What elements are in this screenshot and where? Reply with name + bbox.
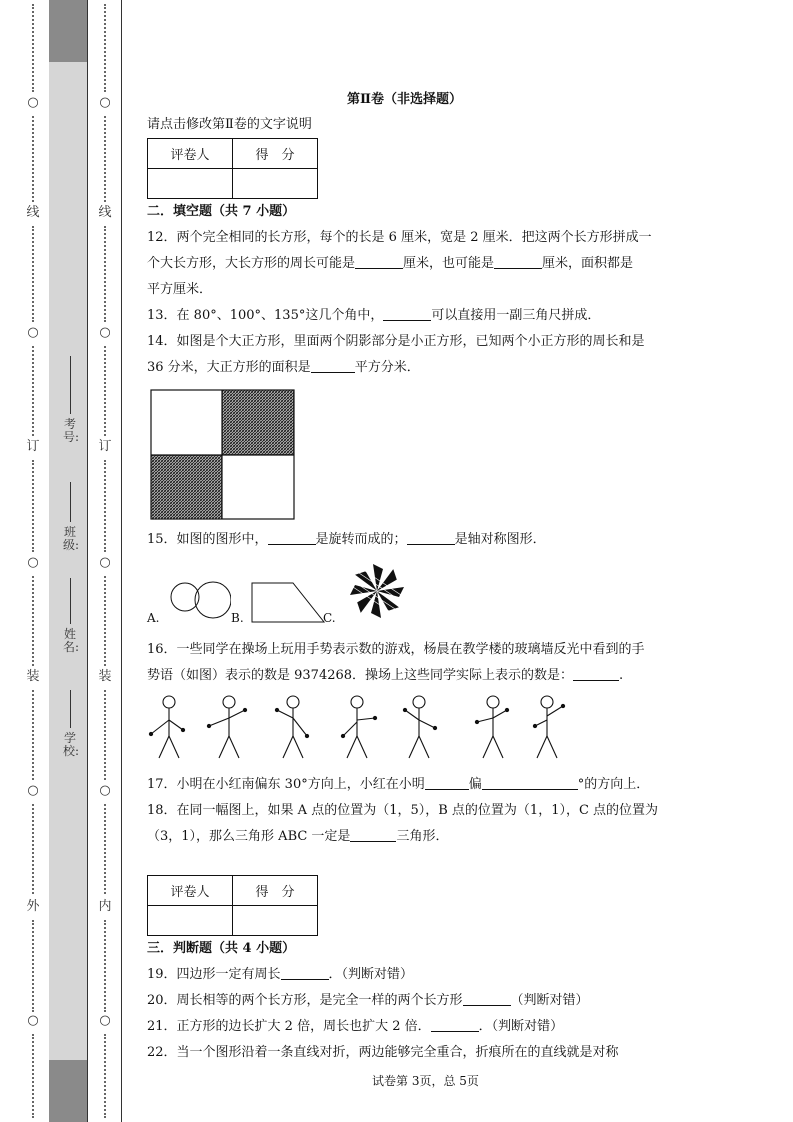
question-19: 19．四边形一定有周长 ．（判断对错） xyxy=(147,967,414,982)
inner-bind-label: 订 xyxy=(98,439,112,454)
score-header: 得 分 xyxy=(233,876,318,906)
question-14-line1: 14．如图是个大正方形，里面两个阴影部分是小正方形，已知两个小正方形的周长和是 xyxy=(147,334,645,349)
class-field: 班级: xyxy=(63,482,77,552)
page-footer: 试卷第 3页，总 5页 xyxy=(372,1074,479,1088)
score-cell[interactable] xyxy=(233,906,318,936)
score-cell[interactable] xyxy=(233,169,318,199)
inner-side-label: 内 xyxy=(98,899,112,914)
edit-hint: 请点击修改第Ⅱ卷的文字说明 xyxy=(147,117,312,132)
question-12-line2: 个大长方形，大长方形的周长可能是 厘米，也可能是 厘米，面积都是 xyxy=(147,256,634,271)
section-title: 第Ⅱ卷（非选择题） xyxy=(347,92,462,107)
two-circles-figure xyxy=(169,578,231,620)
binding-margin xyxy=(0,0,124,1122)
grader-header: 评卷人 xyxy=(148,139,233,169)
answer-blank[interactable] xyxy=(281,965,329,980)
option-a-label: A. xyxy=(147,611,160,625)
grader-cell[interactable] xyxy=(148,906,233,936)
circle-mark: ○ xyxy=(99,555,111,570)
answer-blank[interactable] xyxy=(482,775,578,790)
question-18-line1: 18．在同一幅图上，如果 A 点的位置为（1，5），B 点的位置为（1，1），C 点的位置为 xyxy=(147,803,659,818)
fill-blank-heading: 二．填空题（共 7 小题） xyxy=(147,204,296,219)
answer-blank[interactable] xyxy=(407,530,455,545)
shaded-small-square xyxy=(151,455,222,519)
circle-mark: ○ xyxy=(27,1013,39,1028)
outer-cut-column xyxy=(26,0,40,1122)
question-22-line1: 22．当一个图形沿着一条直线对折，两边能够完全重合，折痕所在的直线就是对称 xyxy=(147,1045,619,1060)
question-21: 21．正方形的边长扩大 2 倍，周长也扩大 2 倍． ．（判断对错） xyxy=(147,1019,564,1034)
question-20: 20．周长相等的两个长方形，是完全一样的两个长方形 （判断对错） xyxy=(147,993,589,1008)
shaded-small-square xyxy=(222,390,294,455)
grader-cell[interactable] xyxy=(148,169,233,199)
inner-line-label: 线 xyxy=(98,205,112,220)
square-figure xyxy=(150,389,296,521)
grader-header: 评卷人 xyxy=(148,876,233,906)
question-15: 15．如图的图形中， 是旋转而成的； 是轴对称图形． xyxy=(147,532,546,547)
score-table xyxy=(147,875,318,936)
circle-mark: ○ xyxy=(27,325,39,340)
pinwheel-figure xyxy=(345,562,409,620)
gesture-figures xyxy=(147,692,587,764)
question-12-line1: 12．两个完全相同的长方形，每个的长是 6 厘米，宽是 2 厘米．把这两个长方形拼成一 xyxy=(147,230,652,245)
question-13: 13．在 80°、100°、135°这几个角中， 可以直接用一副三角尺拼成． xyxy=(147,308,601,323)
score-header: 得 分 xyxy=(233,139,318,169)
question-17: 17．小明在小红南偏东 30°方向上，小红在小明 偏 °的方向上． xyxy=(147,777,650,792)
answer-blank[interactable] xyxy=(573,666,619,681)
outer-fix-label: 装 xyxy=(26,669,40,684)
student-info-strip xyxy=(49,0,87,1122)
question-14-line2: 36 分米，大正方形的面积是 平方分米． xyxy=(147,360,420,375)
answer-blank[interactable] xyxy=(431,1017,479,1032)
inner-fix-label: 装 xyxy=(98,669,112,684)
true-false-heading: 三．判断题（共 4 小题） xyxy=(147,941,296,956)
answer-blank[interactable] xyxy=(311,358,355,373)
answer-blank[interactable] xyxy=(268,530,316,545)
question-12-line3: 平方厘米． xyxy=(147,282,213,297)
circle-mark: ○ xyxy=(99,325,111,340)
name-field: 姓名: xyxy=(63,578,77,654)
answer-blank[interactable] xyxy=(350,827,396,842)
outer-line-label: 线 xyxy=(26,205,40,220)
circle-mark: ○ xyxy=(99,1013,111,1028)
answer-blank[interactable] xyxy=(383,306,431,321)
exam-number-field: 考号: xyxy=(63,356,77,444)
circle-mark: ○ xyxy=(27,555,39,570)
question-16-line2: 势语（如图）表示的数是 9374268．操场上这些同学实际上表示的数是： . xyxy=(147,668,624,683)
question-16-line1: 16．一些同学在操场上玩用手势表示数的游戏，杨晨在教学楼的玻璃墙反光中看到的手 xyxy=(147,642,645,657)
school-field: 学校: xyxy=(63,690,77,758)
answer-blank[interactable] xyxy=(494,254,542,269)
circle-mark: ○ xyxy=(99,95,111,110)
answer-blank[interactable] xyxy=(425,775,469,790)
trapezoid-figure xyxy=(251,582,327,624)
score-table xyxy=(147,138,318,199)
circle-mark: ○ xyxy=(27,95,39,110)
answer-blank[interactable] xyxy=(463,991,511,1006)
question-18-line2: （3，1），那么三角形 ABC 一定是 三角形． xyxy=(147,829,449,844)
circle-mark: ○ xyxy=(99,783,111,798)
circle-mark: ○ xyxy=(27,783,39,798)
option-b-label: B. xyxy=(231,611,244,625)
outer-bind-label: 订 xyxy=(26,439,40,454)
inner-cut-column xyxy=(98,0,112,1122)
outer-side-label: 外 xyxy=(26,899,40,914)
option-c-label: C. xyxy=(323,611,336,625)
answer-blank[interactable] xyxy=(355,254,403,269)
